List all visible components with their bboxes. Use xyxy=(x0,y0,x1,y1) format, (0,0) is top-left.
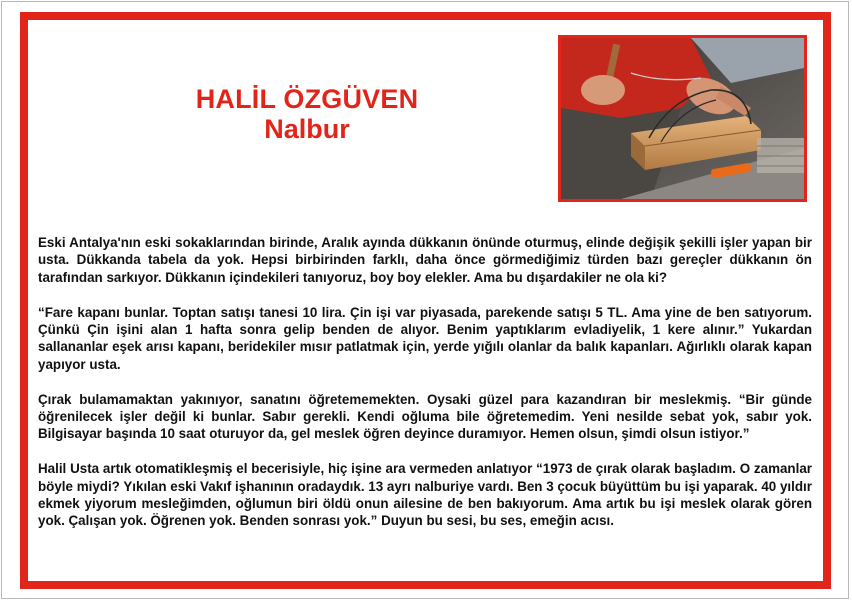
paragraph-4: Halil Usta artık otomatikleşmiş el becerisiyle, hiç işine ara vermeden anlatıyor “1973 de çırak olarak başladım. O zamanlar böyle miydi? Yıkılan eski Vakıf işhanının oradaydık. 13 ayrı nalburiye vardı. Ben 3 çocuk büyüttüm bu işi yaparak. 40 yıldır ekmek yiyorum mesleğimden, oğlumun biri öldü onun ailesine de ben bakıyorum. Ama artık bu işi meslek olarak gören yok. Çalışan yok. Öğrenen yok. Benden sonrası yok.” Duyun bu sesi, bu ses, emeğin acısı. xyxy=(38,461,812,529)
profession-title: Nalbur xyxy=(264,114,350,144)
article-body xyxy=(38,234,812,530)
paragraph-3: Çırak bulamamaktan yakınıyor, sanatını öğretememekten. Oysaki güzel para kazandıran bir meslekmiş. “Bir günde öğrenilecek işler değil ki bunlar. Sabır gerekli. Kendi oğluma bile öğretemedim. Yeni nesilde sebat yok, sabır yok. Bilgisayar başında 10 saat oturuyor da, gel meslek öğren deyince duramıyor. Hemen olsun, şimdi olsun istiyor.” xyxy=(38,391,812,442)
person-name: HALİL ÖZGÜVEN xyxy=(195,84,419,114)
paragraph-2: “Fare kapanı bunlar. Toptan satışı tanesi 10 lira. Çin işi var piyasada, parekende satışı 5 TL. Ama yine de ben satıyorum. Çünkü Çin işini alan 1 hafta sonra gelip benden de alıyor. Benim yaptıklarım evladiyelik, 1 kere alınır.” Yukardan sallananlar eşek arısı kapanı, beridekiler mısır patlatmak için, yerde yığılı olanlar da balık kapanları. Ağırlıklı olarak kapan yapıyor usta. xyxy=(38,304,812,372)
paragraph-1: Eski Antalya'nın eski sokaklarından birinde, Aralık ayında dükkanın önünde oturmuş, elinde değişik şekilli işler yapan bir usta. Dükkanda tabela da yok. Hepsi birbirinden farklı, daha önce görmediğimiz türden bazı gereçler dükkanın ön tarafından sarkıyor. Dükkanın içindekileri tanıyoruz, boy boy elekler. Ama bu dışardakiler ne ola ki? xyxy=(38,235,812,285)
craftsman-photo xyxy=(558,35,807,202)
title-block xyxy=(140,84,474,144)
craftsman-hands-icon xyxy=(561,38,804,199)
